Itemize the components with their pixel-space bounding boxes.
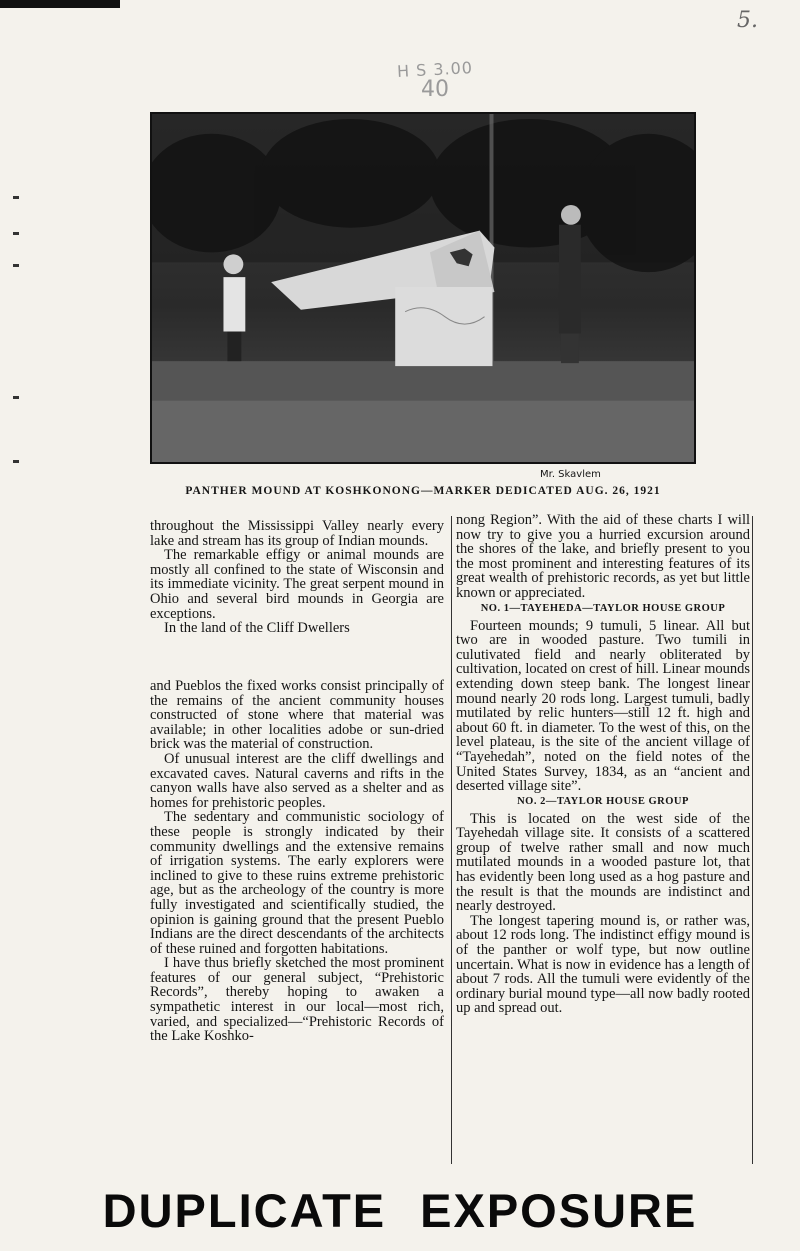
scan-mark	[13, 396, 19, 399]
scan-mark	[13, 460, 19, 463]
paragraph: throughout the Mississippi Valley nearly every lake and stream has its group of Indian mounds.	[150, 518, 444, 549]
handwritten-note	[380, 60, 490, 100]
scan-mark	[13, 232, 19, 235]
duplicate-exposure-stamp	[0, 1183, 800, 1238]
paragraph: The sedentary and communistic sociology of these people is strongly indicated by their community dwellings and the extensive remains of irrigation systems. The early explorers were inclined to give to these ruins extreme prehistoric age, but as the archeology of the country is more fully investigated and scientifically studied, the opinion is gaining ground that the present Pueblo Indians are the direct descendants of the architects of these ruined and forgotten habitations.	[150, 809, 444, 957]
paragraph: The longest tapering mound is, or rather was, about 12 rods long. The indistinct effigy mound is of the panther or wolf type, but now outline uncertain. What is now in evidence has a length of about 7 rods. All the tumuli were evidently of the ordinary burial mound type—all now badly rooted up and spread out.	[456, 912, 750, 1017]
column-rule	[752, 516, 753, 1164]
stamp-word: DUPLICATE	[102, 1184, 387, 1237]
paragraph: Of unusual interest are the cliff dwellings and excavated caves. Natural caverns and rifts in the canyon walls have also served as a shelter and as homes for prehistoric peoples.	[150, 750, 444, 811]
paragraph: and Pueblos the fixed works consist principally of the remains of the ancient community houses constructed of stone where that material was available; in other localities adobe or sun-dried brick was the material of construction.	[150, 678, 444, 753]
photo-credit: Mr. Skavlem	[540, 469, 601, 480]
column-rule	[451, 516, 452, 1164]
page-number: 5.	[737, 8, 758, 33]
scan-edge	[0, 0, 120, 8]
handwritten-note-line2: 40	[421, 77, 449, 102]
paragraph: This is located on the west side of the Tayehedah village site. It consists of a scattered group of twelve rather small and now much mutilated mounds in a wooded pasture lot, that has evidently been long used as a hog pasture and the result is that the mounds are indistinct and nearly destroyed.	[456, 810, 750, 915]
stamp-word: EXPOSURE	[420, 1184, 698, 1237]
column-left-top	[150, 519, 444, 636]
column-left-bottom	[150, 679, 444, 1044]
paragraph: The remarkable effigy or animal mounds are mostly all confined to the state of Wisconsin and its immediate vicinity. The great serpent mound in Ohio and several bird mounds in Georgia are exceptions.	[150, 547, 444, 622]
column-right	[456, 513, 750, 1016]
section-heading: NO. 1—TAYEHEDA—TAYLOR HOUSE GROUP	[480, 602, 726, 614]
photo-illustration	[152, 114, 694, 462]
scan-mark	[13, 196, 19, 199]
photograph-panther-mound	[150, 112, 696, 464]
paragraph: Fourteen mounds; 9 tumuli, 5 linear. All but two are in wooded pasture. Two tumili in culutivated field and nearly obliterated by cultivation, located on crest of hill. Linear mounds extending down steep bank. The longest linear mound nearly 20 rods long. Largest tumuli, badly mutilated by relic hunters—still 12 ft. high and about 60 ft. in diameter. To the west of this, on the level plateau, is the site of the ancient village of “Tayehedah”, noted on the field notes of the United States Survey, 1834, as an “ancient and deserted village site”.	[456, 617, 750, 795]
section-heading: NO. 2—TAYLOR HOUSE GROUP	[517, 795, 689, 807]
photo-caption: PANTHER MOUND AT KOSHKONONG—MARKER DEDICATED AUG. 26, 1921	[185, 485, 661, 497]
paragraph: nong Region”. With the aid of these charts I will now try to give you a hurried excursion around the shores of the lake, and briefly present to you the most prominent and interesting features of its great wealth of prehistoric records, as yet but little known or appreciated.	[456, 512, 750, 601]
paragraph: I have thus briefly sketched the most prominent features of our general subject, “Prehistoric Records”, thereby hoping to awaken a sympathetic interest in our local—most rich, varied, and specialized—“Prehistoric Records of the Lake Koshko-	[150, 955, 444, 1045]
paragraph: In the land of the Cliff Dwellers	[164, 620, 350, 637]
scan-mark	[13, 264, 19, 267]
handwritten-note-line1: H S 3.00	[396, 58, 474, 81]
